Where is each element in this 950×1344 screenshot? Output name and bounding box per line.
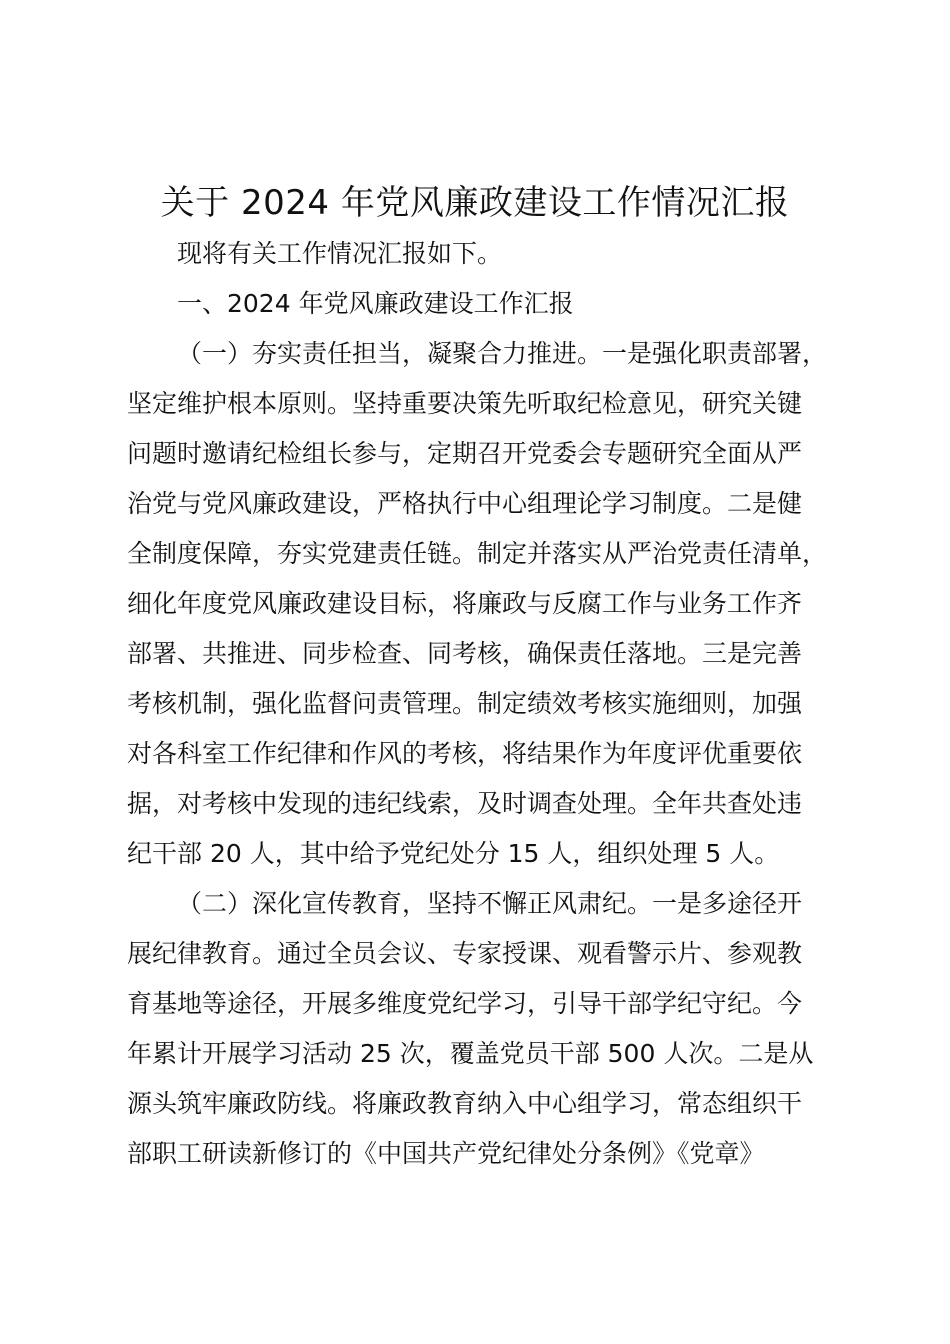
paragraph-line: 据，对考核中发现的违纪线索，及时调查处理。全年共查处违 [127, 789, 803, 818]
document-title: 关于 2024 年党风廉政建设工作情况汇报 [160, 183, 790, 223]
paragraph-line: 坚定维护根本原则。坚持重要决策先听取纪检意见，研究关键 [127, 389, 803, 418]
paragraph-line: 考核机制，强化监督问责管理。制定绩效考核实施细则，加强 [127, 689, 803, 718]
section-heading: 一、2024 年党风廉政建设工作汇报 [177, 289, 574, 318]
paragraph-line: 全制度保障，夯实党建责任链。制定并落实从严治党责任清单， [127, 539, 828, 568]
paragraph-line: 细化年度党风廉政建设目标，将廉政与反腐工作与业务工作齐 [127, 589, 803, 618]
paragraph-line: （一）夯实责任担当，凝聚合力推进。一是强化职责部署， [177, 339, 828, 368]
paragraph-line: （二）深化宣传教育，坚持不懈正风肃纪。一是多途径开 [177, 889, 803, 918]
paragraph-line: 对各科室工作纪律和作风的考核，将结果作为年度评优重要依 [127, 739, 803, 768]
paragraph-line: 年累计开展学习活动 25 次，覆盖党员干部 500 人次。二是从 [127, 1039, 814, 1068]
paragraph-line: 现将有关工作情况汇报如下。 [177, 239, 503, 268]
paragraph-line: 源头筑牢廉政防线。将廉政教育纳入中心组学习，常态组织干 [127, 1089, 803, 1118]
paragraph-line: 纪干部 20 人，其中给予党纪处分 15 人，组织处理 5 人。 [127, 839, 780, 868]
paragraph-line: 治党与党风廉政建设，严格执行中心组理论学习制度。二是健 [127, 489, 803, 518]
paragraph-line: 育基地等途径，开展多维度党纪学习，引导干部学纪守纪。今 [127, 989, 803, 1018]
paragraph-line: 部职工研读新修订的《中国共产党纪律处分条例》《党章》 [127, 1139, 765, 1168]
paragraph-line: 展纪律教育。通过全员会议、专家授课、观看警示片、参观教 [127, 939, 803, 968]
paragraph-line: 问题时邀请纪检组长参与，定期召开党委会专题研究全面从严 [127, 439, 803, 468]
paragraph-line: 部署、共推进、同步检查、同考核，确保责任落地。三是完善 [127, 639, 803, 668]
